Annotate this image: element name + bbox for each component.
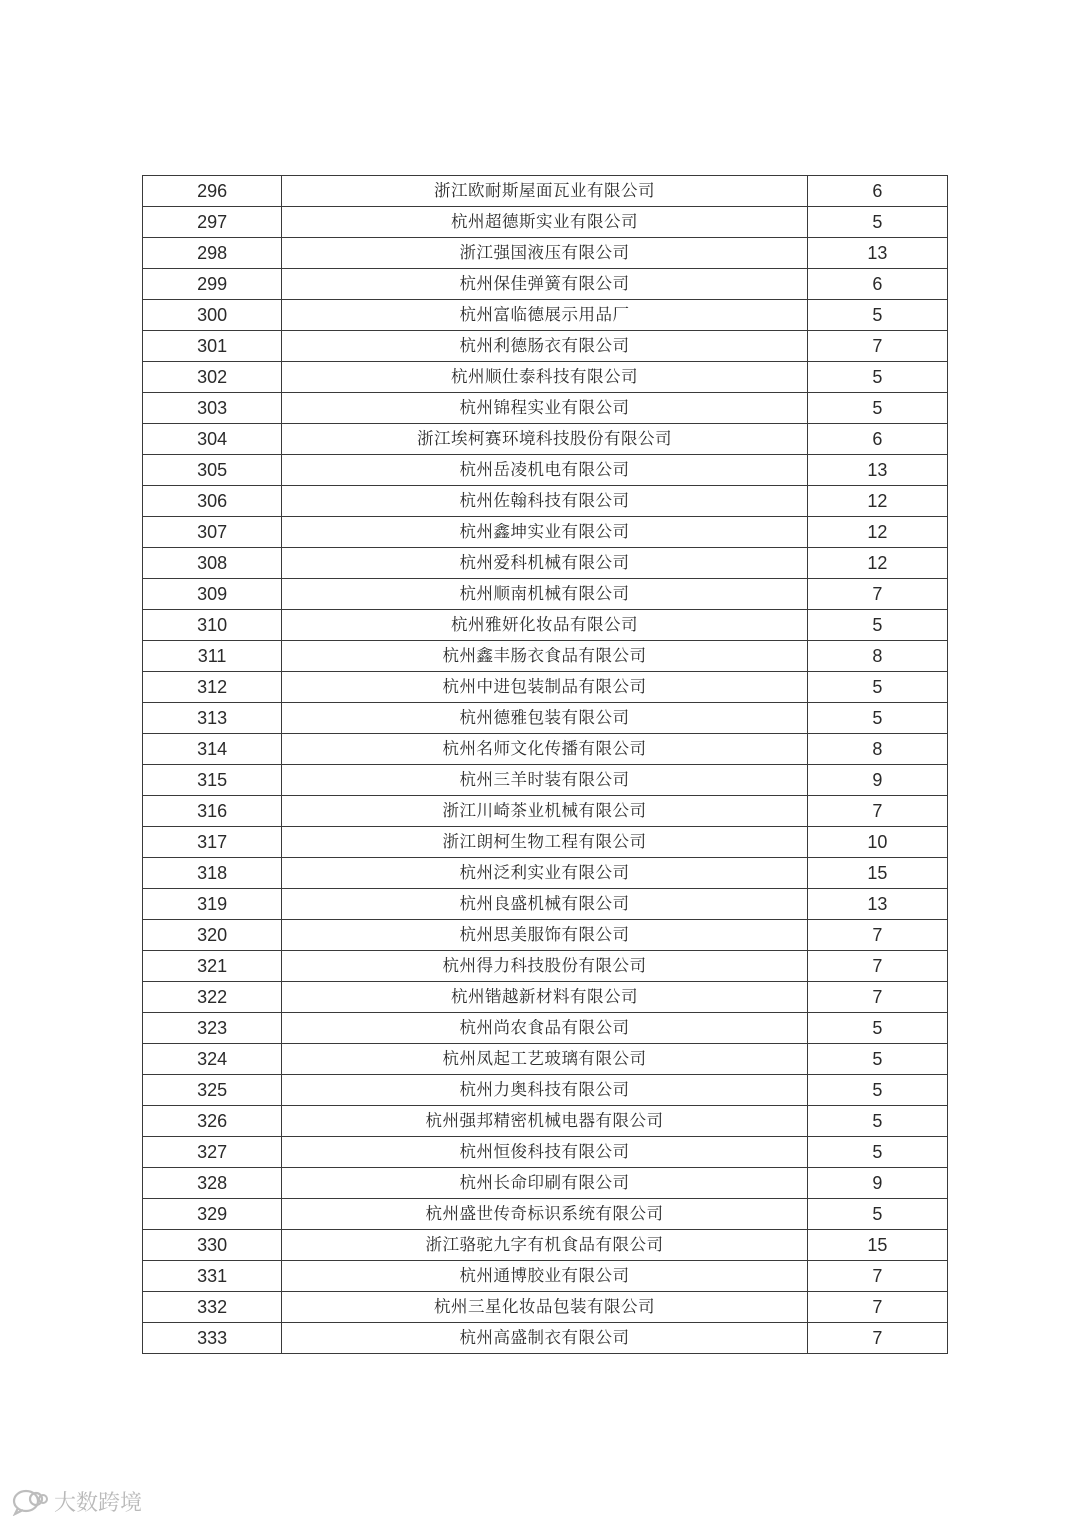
table-row (143, 982, 948, 1013)
table-row (143, 300, 948, 331)
table-row (143, 579, 948, 610)
count-cell: 15 (807, 858, 947, 889)
row-number-cell: 302 (143, 362, 282, 393)
row-number-cell: 324 (143, 1044, 282, 1075)
row-number-cell: 297 (143, 207, 282, 238)
table-row (143, 1137, 948, 1168)
row-number-cell: 327 (143, 1137, 282, 1168)
count-cell: 5 (807, 672, 947, 703)
count-cell: 7 (807, 1323, 947, 1354)
row-number-cell: 321 (143, 951, 282, 982)
company-name-cell: 杭州保佳弹簧有限公司 (282, 269, 808, 300)
count-cell: 7 (807, 951, 947, 982)
count-cell: 5 (807, 610, 947, 641)
row-number-cell: 314 (143, 734, 282, 765)
company-name-cell: 杭州富临德展示用品厂 (282, 300, 808, 331)
company-name-cell: 杭州力奥科技有限公司 (282, 1075, 808, 1106)
row-number-cell: 304 (143, 424, 282, 455)
row-number-cell: 299 (143, 269, 282, 300)
table-row (143, 362, 948, 393)
company-name-cell: 杭州名师文化传播有限公司 (282, 734, 808, 765)
row-number-cell: 312 (143, 672, 282, 703)
table-row (143, 269, 948, 300)
table-row (143, 1261, 948, 1292)
row-number-cell: 320 (143, 920, 282, 951)
count-cell: 7 (807, 1261, 947, 1292)
count-cell: 12 (807, 548, 947, 579)
count-cell: 7 (807, 331, 947, 362)
table-row (143, 889, 948, 920)
company-name-cell: 杭州通博胶业有限公司 (282, 1261, 808, 1292)
row-number-cell: 308 (143, 548, 282, 579)
company-name-cell: 杭州高盛制衣有限公司 (282, 1323, 808, 1354)
count-cell: 9 (807, 765, 947, 796)
table-row (143, 734, 948, 765)
count-cell: 9 (807, 1168, 947, 1199)
table-row (143, 424, 948, 455)
company-name-cell: 杭州良盛机械有限公司 (282, 889, 808, 920)
table-row (143, 827, 948, 858)
count-cell: 6 (807, 269, 947, 300)
row-number-cell: 325 (143, 1075, 282, 1106)
count-cell: 5 (807, 1106, 947, 1137)
table-row (143, 548, 948, 579)
row-number-cell: 311 (143, 641, 282, 672)
chat-bubble-logo-icon (12, 1488, 48, 1516)
table-row (143, 858, 948, 889)
count-cell: 12 (807, 486, 947, 517)
company-name-cell: 杭州思美服饰有限公司 (282, 920, 808, 951)
company-name-cell: 杭州佐翰科技有限公司 (282, 486, 808, 517)
company-name-cell: 浙江强国液压有限公司 (282, 238, 808, 269)
row-number-cell: 322 (143, 982, 282, 1013)
table-row (143, 331, 948, 362)
table-row (143, 672, 948, 703)
company-name-cell: 浙江埃柯赛环境科技股份有限公司 (282, 424, 808, 455)
count-cell: 12 (807, 517, 947, 548)
row-number-cell: 316 (143, 796, 282, 827)
row-number-cell: 317 (143, 827, 282, 858)
count-cell: 5 (807, 393, 947, 424)
company-name-cell: 杭州岳凌机电有限公司 (282, 455, 808, 486)
table-row (143, 1168, 948, 1199)
company-name-cell: 浙江欧耐斯屋面瓦业有限公司 (282, 176, 808, 207)
table-row (143, 641, 948, 672)
company-name-cell: 杭州三羊时装有限公司 (282, 765, 808, 796)
watermark-text: 大数跨境 (54, 1491, 143, 1516)
row-number-cell: 303 (143, 393, 282, 424)
count-cell: 5 (807, 1137, 947, 1168)
table-row (143, 1075, 948, 1106)
table-row (143, 455, 948, 486)
table-row (143, 1013, 948, 1044)
count-cell: 6 (807, 424, 947, 455)
company-name-cell: 杭州顺南机械有限公司 (282, 579, 808, 610)
count-cell: 7 (807, 920, 947, 951)
row-number-cell: 332 (143, 1292, 282, 1323)
table-row (143, 238, 948, 269)
company-name-cell: 杭州利德肠衣有限公司 (282, 331, 808, 362)
company-name-cell: 杭州锴越新材料有限公司 (282, 982, 808, 1013)
row-number-cell: 306 (143, 486, 282, 517)
table-row (143, 1292, 948, 1323)
company-name-cell: 浙江朗柯生物工程有限公司 (282, 827, 808, 858)
count-cell: 7 (807, 982, 947, 1013)
count-cell: 7 (807, 1292, 947, 1323)
row-number-cell: 301 (143, 331, 282, 362)
count-cell: 5 (807, 362, 947, 393)
company-name-cell: 杭州恒俊科技有限公司 (282, 1137, 808, 1168)
row-number-cell: 310 (143, 610, 282, 641)
company-name-cell: 杭州雅妍化妆品有限公司 (282, 610, 808, 641)
count-cell: 7 (807, 579, 947, 610)
company-name-cell: 浙江川崎茶业机械有限公司 (282, 796, 808, 827)
table-row (143, 176, 948, 207)
count-cell: 10 (807, 827, 947, 858)
company-name-cell: 浙江骆驼九字有机食品有限公司 (282, 1230, 808, 1261)
table-row (143, 703, 948, 734)
table-row (143, 1199, 948, 1230)
table-row (143, 796, 948, 827)
company-name-cell: 杭州鑫丰肠衣食品有限公司 (282, 641, 808, 672)
count-cell: 5 (807, 1013, 947, 1044)
row-number-cell: 318 (143, 858, 282, 889)
table-row (143, 393, 948, 424)
count-cell: 13 (807, 889, 947, 920)
row-number-cell: 298 (143, 238, 282, 269)
table-row (143, 517, 948, 548)
row-number-cell: 305 (143, 455, 282, 486)
row-number-cell: 331 (143, 1261, 282, 1292)
table-row (143, 486, 948, 517)
row-number-cell: 319 (143, 889, 282, 920)
count-cell: 5 (807, 1199, 947, 1230)
company-name-cell: 杭州顺仕泰科技有限公司 (282, 362, 808, 393)
row-number-cell: 296 (143, 176, 282, 207)
company-name-cell: 杭州爱科机械有限公司 (282, 548, 808, 579)
row-number-cell: 300 (143, 300, 282, 331)
table-row (143, 920, 948, 951)
company-name-cell: 杭州尚农食品有限公司 (282, 1013, 808, 1044)
count-cell: 15 (807, 1230, 947, 1261)
company-name-cell: 杭州长命印刷有限公司 (282, 1168, 808, 1199)
count-cell: 5 (807, 207, 947, 238)
table-row (143, 1230, 948, 1261)
count-cell: 8 (807, 734, 947, 765)
company-name-cell: 杭州泛利实业有限公司 (282, 858, 808, 889)
row-number-cell: 333 (143, 1323, 282, 1354)
row-number-cell: 307 (143, 517, 282, 548)
table-row (143, 610, 948, 641)
company-name-cell: 杭州得力科技股份有限公司 (282, 951, 808, 982)
count-cell: 8 (807, 641, 947, 672)
row-number-cell: 326 (143, 1106, 282, 1137)
company-name-cell: 杭州锦程实业有限公司 (282, 393, 808, 424)
count-cell: 6 (807, 176, 947, 207)
row-number-cell: 330 (143, 1230, 282, 1261)
row-number-cell: 328 (143, 1168, 282, 1199)
company-name-cell: 杭州凤起工艺玻璃有限公司 (282, 1044, 808, 1075)
row-number-cell: 323 (143, 1013, 282, 1044)
count-cell: 7 (807, 796, 947, 827)
company-table (142, 175, 948, 1354)
company-name-cell: 杭州鑫坤实业有限公司 (282, 517, 808, 548)
row-number-cell: 313 (143, 703, 282, 734)
row-number-cell: 309 (143, 579, 282, 610)
company-table-body (143, 176, 948, 1354)
watermark (12, 1486, 142, 1517)
table-row (143, 207, 948, 238)
row-number-cell: 315 (143, 765, 282, 796)
count-cell: 5 (807, 703, 947, 734)
company-name-cell: 杭州强邦精密机械电器有限公司 (282, 1106, 808, 1137)
company-name-cell: 杭州中进包装制品有限公司 (282, 672, 808, 703)
company-name-cell: 杭州德雅包装有限公司 (282, 703, 808, 734)
table-row (143, 951, 948, 982)
table-row (143, 1044, 948, 1075)
company-name-cell: 杭州三星化妆品包装有限公司 (282, 1292, 808, 1323)
count-cell: 5 (807, 1044, 947, 1075)
table-row (143, 1323, 948, 1354)
table-row (143, 765, 948, 796)
company-name-cell: 杭州超德斯实业有限公司 (282, 207, 808, 238)
count-cell: 5 (807, 1075, 947, 1106)
count-cell: 5 (807, 300, 947, 331)
table-row (143, 1106, 948, 1137)
count-cell: 13 (807, 238, 947, 269)
row-number-cell: 329 (143, 1199, 282, 1230)
count-cell: 13 (807, 455, 947, 486)
company-name-cell: 杭州盛世传奇标识系统有限公司 (282, 1199, 808, 1230)
